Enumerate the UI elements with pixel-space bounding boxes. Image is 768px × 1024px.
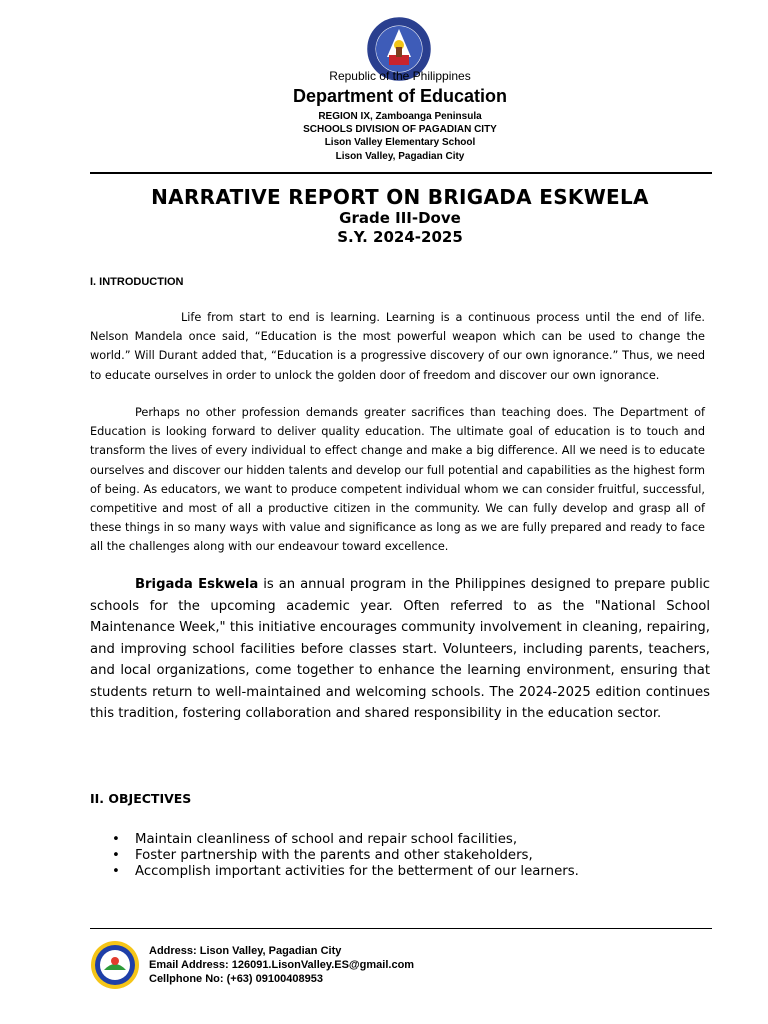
school-logo-icon <box>90 940 140 990</box>
department-name: Department of Education <box>292 86 507 106</box>
introduction-heading: I. INTRODUCTION <box>90 276 184 288</box>
republic-text: Republic of the Philippines <box>329 69 471 83</box>
bullet-icon: • <box>112 832 120 847</box>
footer-phone: Cellphone No: (+63) 09100408953 <box>149 973 323 985</box>
intro-paragraph-3 <box>90 574 710 725</box>
intro-paragraph-2: Perhaps no other profession demands greater sacrifices than teaching does. The Department of Education is looking forward to deliver quality education. The ultimate goal of education is to touch and transform the lives of every individual to effect change and make a big difference. All we need is to educate ourselves and discover our hidden talents and develop our full potential and capabilities as the highest form of being. As educators, we want to produce competent individual whom we can consider fruitful, successful, competitive and most of all a productive citizen in the community. We can fully develop and grasp all of these things in so many ways with value and significance as long as we are fully prepared and ready to face all the challenges along with our endeavour toward excellence. <box>90 406 705 554</box>
report-grade: Grade III-Dove <box>339 209 461 227</box>
bullet-icon: • <box>112 864 120 879</box>
intro-paragraph-1: Life from start to end is learning. Learning is a continuous process until the end of life. Nelson Mandela once said, “Education is the most powerful weapon which can be used to change the world.” Will Durant added that, “Education is a progressive discovery of our own ignorance.” Thus, we need to educate ourselves in order to unlock the golden door of freedom and discover our own ignorance. <box>90 311 705 382</box>
objective-text: Foster partnership with the parents and other stakeholders, <box>135 848 533 863</box>
objectives-list <box>90 832 579 880</box>
intro-paragraph-3-text: is an annual program in the Philippines designed to prepare public schools for the upcoming academic year. Often referred to as the "National School Maintenance Week," this initiative encourages community involvement in cleaning, repairing, and improving school facilities before classes start. Volunteers, including parents, teachers, and local organizations, come together to enhance the learning environment, ensuring that students return to well-maintained and welcoming schools. The 2024-2025 edition continues this tradition, fostering collaboration and shared responsibility in the education sector. <box>90 577 710 721</box>
objective-text: Maintain cleanliness of school and repair school facilities, <box>135 832 518 847</box>
school-name: Lison Valley Elementary School <box>324 137 476 148</box>
report-title: NARRATIVE REPORT ON BRIGADA ESKWELA <box>151 185 649 209</box>
footer-address: Address: Lison Valley, Pagadian City <box>149 945 342 957</box>
division-text: SCHOOLS DIVISION OF PAGADIAN CITY <box>303 124 497 135</box>
footer-divider <box>90 928 712 929</box>
header-divider <box>90 172 712 174</box>
objective-text: Accomplish important activities for the betterment of our learners. <box>135 864 579 879</box>
list-item <box>90 848 579 864</box>
bullet-icon: • <box>112 848 120 863</box>
list-item <box>90 864 579 880</box>
report-school-year: S.Y. 2024-2025 <box>337 228 463 246</box>
objectives-heading: II. OBJECTIVES <box>90 791 192 806</box>
list-item <box>90 832 579 848</box>
footer-email: Email Address: 126091.LisonValley.ES@gmail.com <box>149 959 415 971</box>
region-text: REGION IX, Zamboanga Peninsula <box>318 111 482 122</box>
brigada-eskwela-term: Brigada Eskwela <box>135 577 259 592</box>
school-location: Lison Valley, Pagadian City <box>335 151 465 162</box>
